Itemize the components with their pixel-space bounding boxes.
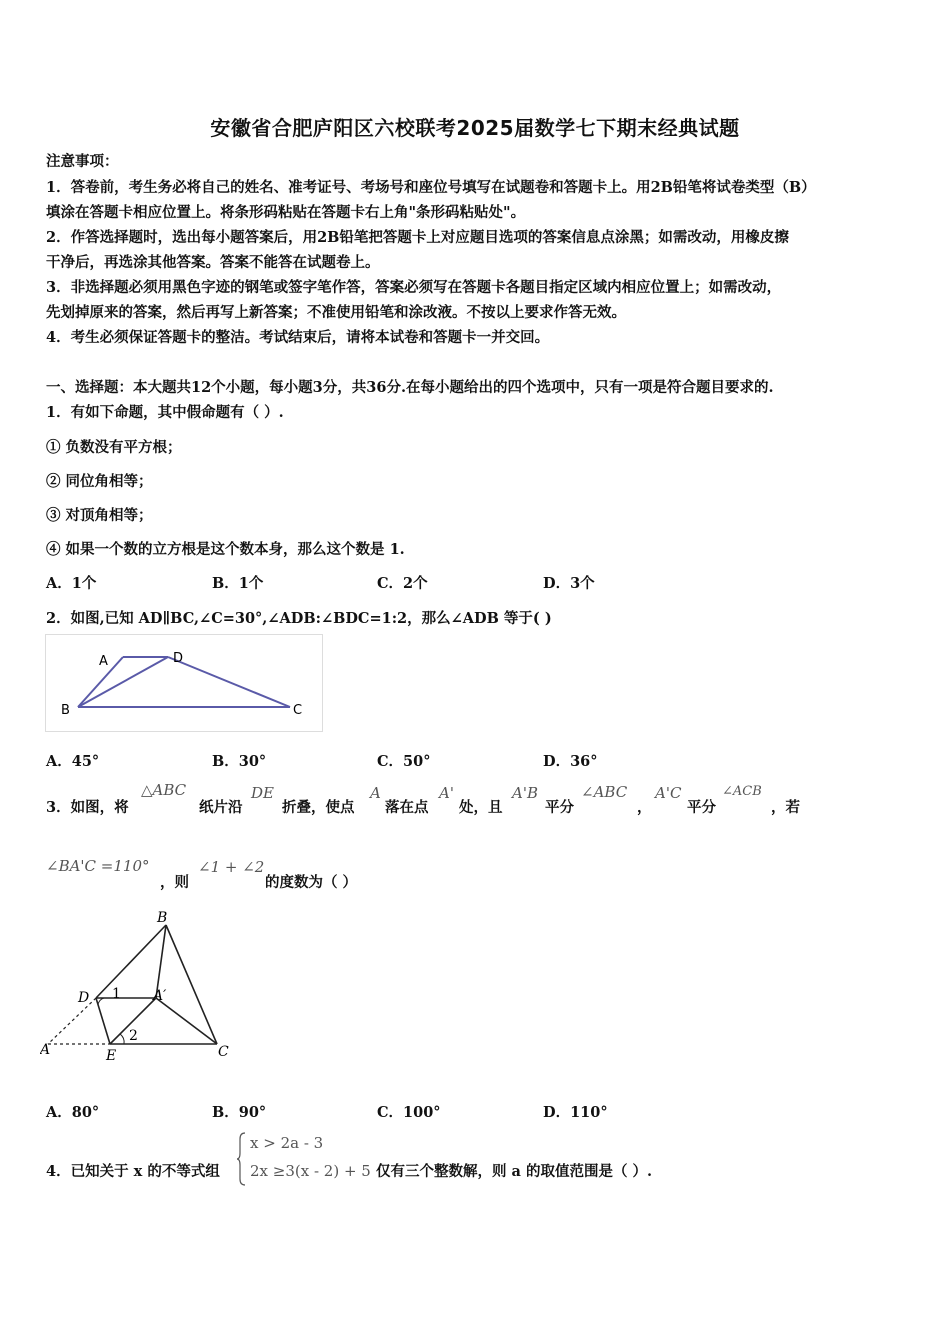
label-d: D bbox=[173, 651, 184, 666]
question-3-text: 折叠，使点 bbox=[282, 799, 355, 816]
math-angle-sum: ∠1 + ∠2 bbox=[198, 858, 265, 876]
option-b[interactable]: B．30° bbox=[212, 753, 267, 770]
label-angle-2: 2 bbox=[129, 1028, 138, 1044]
folded-triangle-figure bbox=[40, 908, 240, 1068]
label-c: C bbox=[218, 1044, 229, 1060]
math-triangle-abc: △ABC bbox=[141, 781, 187, 799]
question-4-text: 仅有三个整数解，则 a 的取值范围是（ ）. bbox=[376, 1163, 653, 1180]
label-a: A bbox=[40, 1042, 51, 1058]
question-3-text: 纸片沿 bbox=[199, 799, 243, 816]
option-c[interactable]: C．50° bbox=[377, 753, 431, 770]
question-4-text: 4．已知关于 x 的不等式组 bbox=[46, 1163, 220, 1180]
question-3-text: 落在点 bbox=[385, 799, 429, 816]
option-d[interactable]: D．110° bbox=[543, 1104, 608, 1121]
notice-line: 2．作答选择题时，选出每小题答案后，用2B铅笔把答题卡上对应题目选项的答案信息点涂黑；如需改动，用橡皮擦 bbox=[46, 229, 789, 246]
segment-bd bbox=[78, 657, 168, 707]
notice-line: 3．非选择题必须用黑色字迹的钢笔或签字笔作答，答案必须写在答题卡各题目指定区域内相应位置上；如需改动， bbox=[46, 279, 782, 296]
label-a-prime: A′ bbox=[153, 988, 167, 1004]
notice-line: 填涂在答题卡相应位置上。将条形码粘贴在答题卡右上角"条形码粘贴处"。 bbox=[46, 204, 526, 221]
proposition: ① 负数没有平方根； bbox=[46, 439, 182, 456]
proposition: ④ 如果一个数的立方根是这个数本身，那么这个数是 1. bbox=[46, 541, 405, 558]
angle-2-arc bbox=[120, 1034, 124, 1044]
trapezoid-figure bbox=[45, 634, 323, 732]
figure-border bbox=[46, 635, 323, 732]
page-title: 安徽省合肥庐阳区六校联考2025届数学七下期末经典试题 bbox=[210, 116, 740, 140]
notice-line: 1．答卷前，考生务必将自己的姓名、准考证号、考场号和座位号填写在试题卷和答题卡上。用2B铅笔将试卷类型（B） bbox=[46, 179, 816, 196]
math-angle-ba-prime-c: ∠BA'C =110° bbox=[46, 857, 150, 875]
math-angle-abc: ∠ABC bbox=[581, 783, 628, 801]
question-2-stem: 2．如图,已知 AD∥BC,∠C=30°,∠ADB:∠BDC=1:2，那么∠ADB 等于( ) bbox=[46, 610, 552, 627]
option-c[interactable]: C．2个 bbox=[377, 575, 428, 592]
math-a-prime-c: A'C bbox=[655, 784, 682, 802]
option-d[interactable]: D．3个 bbox=[543, 575, 595, 592]
option-b[interactable]: B．90° bbox=[212, 1104, 267, 1121]
option-a[interactable]: A．80° bbox=[46, 1104, 100, 1121]
math-de: DE bbox=[251, 784, 274, 802]
math-angle-acb: ∠ACB bbox=[722, 784, 762, 799]
question-3-text: ，则 bbox=[160, 874, 189, 891]
section-heading: 一、选择题：本大题共12个小题，每小题3分，共36分.在每小题给出的四个选项中，只有一项是符合题目要求的. bbox=[46, 379, 774, 396]
label-b: B bbox=[61, 703, 70, 718]
question-3-text: 平分 bbox=[687, 799, 716, 816]
question-3-text: ， bbox=[637, 799, 652, 816]
inequality-2: 2x ≥3(x - 2) + 5 bbox=[250, 1162, 371, 1180]
notice-line: 4．考生必须保证答题卡的整洁。考试结束后，请将本试卷和答题卡一并交回。 bbox=[46, 329, 550, 346]
label-angle-1: 1 bbox=[112, 986, 121, 1002]
question-3-text: 的度数为（ ） bbox=[265, 874, 358, 891]
segment-dc bbox=[168, 657, 290, 707]
proposition: ③ 对顶角相等； bbox=[46, 507, 153, 524]
label-b: B bbox=[157, 910, 168, 926]
option-d[interactable]: D．36° bbox=[543, 753, 598, 770]
option-a[interactable]: A．1个 bbox=[46, 575, 97, 592]
label-c: C bbox=[293, 703, 303, 718]
segment-bc bbox=[166, 925, 217, 1044]
math-a-prime-b: A'B bbox=[512, 784, 538, 802]
option-a[interactable]: A．45° bbox=[46, 753, 100, 770]
option-b[interactable]: B．1个 bbox=[212, 575, 264, 592]
notice-line: 先划掉原来的答案，然后再写上新答案；不准使用铅笔和涂改液。不按以上要求作答无效。 bbox=[46, 304, 626, 321]
brace-path bbox=[237, 1133, 245, 1185]
question-3-text: 3．如图，将 bbox=[46, 799, 129, 816]
proposition: ② 同位角相等； bbox=[46, 473, 153, 490]
label-e: E bbox=[106, 1048, 117, 1064]
label-d: D bbox=[78, 990, 90, 1006]
math-a-prime: A' bbox=[439, 784, 454, 802]
system-brace bbox=[237, 1131, 247, 1187]
question-3-text: ，若 bbox=[771, 799, 800, 816]
math-a: A bbox=[370, 784, 381, 802]
question-3-text: 平分 bbox=[545, 799, 574, 816]
notice-line: 干净后，再选涂其他答案。答案不能答在试题卷上。 bbox=[46, 254, 380, 271]
angle-1-arc bbox=[98, 998, 104, 1005]
notice-heading: 注意事项： bbox=[46, 153, 119, 170]
option-c[interactable]: C．100° bbox=[377, 1104, 441, 1121]
question-1-stem: 1．有如下命题，其中假命题有（ ）. bbox=[46, 404, 284, 421]
label-a: A bbox=[99, 654, 108, 669]
inequality-1: x > 2a - 3 bbox=[250, 1134, 324, 1152]
question-3-text: 处，且 bbox=[459, 799, 503, 816]
